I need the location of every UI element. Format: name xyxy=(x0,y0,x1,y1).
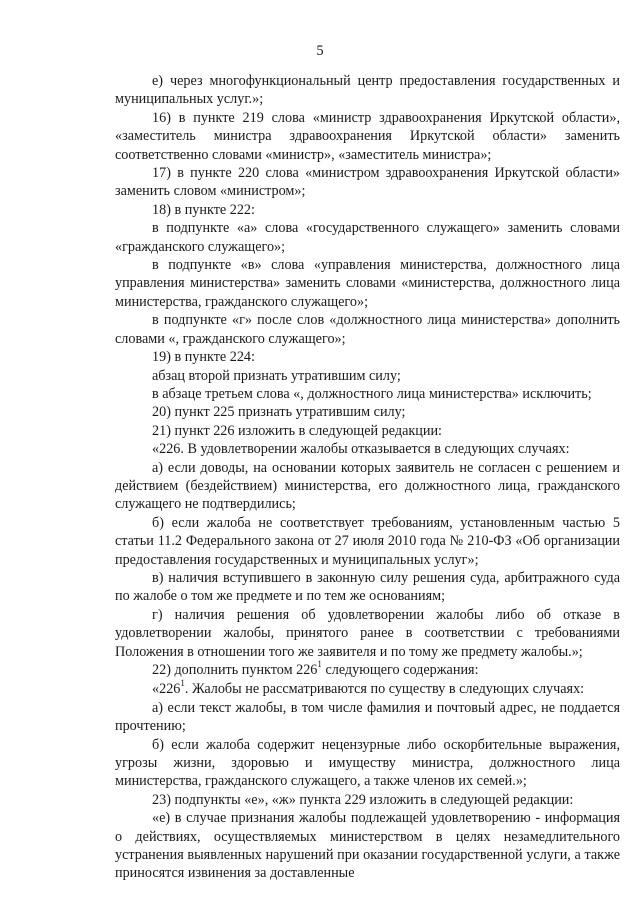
paragraph-item-18-a: в подпункте «а» слова «государственного служащего» заменить словами «гражданского служащего»; xyxy=(115,220,620,255)
paragraph-item-18: 18) в пункте 222: xyxy=(152,201,255,218)
item-22-superscript: 1 xyxy=(317,659,322,670)
paragraph-point-226-g: г) наличия решения об удовлетворении жалобы либо об отказе в удовлетворении жалобы, принятого ранее в соответствии с требованиями Положения в отношении того же заявителя и по тому же предмету жалобы.»; xyxy=(115,606,620,660)
document-body xyxy=(115,72,620,883)
paragraph-point-226-1 xyxy=(115,680,620,699)
paragraph-item-19-abzac-3: в абзаце третьем слова «, должностного лица министерства» исключить; xyxy=(152,385,592,402)
page-number: 5 xyxy=(316,43,324,59)
paragraph-item-17: 17) в пункте 220 слова «министром здравоохранения Иркутской области» заменить словом «министром»; xyxy=(115,165,620,200)
paragraph-point-229-e: «е) в случае признания жалобы подлежащей удовлетворению - информация о действиях, осуществляемых министерством в целях незамедлительного устранения выявленных нарушений при оказании государственной услуги, а также приносятся извинения за доставленные xyxy=(115,810,620,882)
paragraph-item-19-abzac-2: абзац второй признать утратившим силу; xyxy=(152,367,401,384)
paragraph-point-226-b: б) если жалоба не соответствует требованиям, установленным частью 5 статьи 11.2 Федерального закона от 27 июля 2010 года № 210-ФЗ «Об организации предоставления государственных и муниципальных услуг»; xyxy=(115,514,620,568)
item-22-text-before: 22) дополнить пунктом 226 xyxy=(152,662,318,678)
point-226-1-text-after: . Жалобы не рассматриваются по существу в следующих случаях: xyxy=(184,680,585,697)
paragraph-item-21: 21) пункт 226 изложить в следующей редакции: xyxy=(152,422,442,439)
paragraph-point-226-1-b: б) если жалоба содержит нецензурные либо оскорбительные выражения, угрозы жизни, здоровью и имуществу министра, должностного лица министерства, гражданского служащего, а также членов их семей.»; xyxy=(115,736,620,790)
paragraph-item-18-v: в подпункте «в» слова «управления министерства, должностного лица управления министерства» заменить словами «министерства, должностного лица министерства, гражданского служащего»; xyxy=(115,257,620,310)
item-22-text-after: следующего содержания: xyxy=(321,662,479,678)
paragraph-item-18-g: в подпункте «г» после слов «должностного лица министерства» дополнить словами «, гражданского служащего»; xyxy=(115,312,620,347)
point-226-1-text-before: «226 xyxy=(152,680,181,697)
paragraph-point-226: «226. В удовлетворении жалобы отказывается в следующих случаях: xyxy=(152,441,570,458)
point-226-1-superscript: 1 xyxy=(180,678,185,689)
paragraph-item-22 xyxy=(115,661,620,680)
paragraph-item-19: 19) в пункте 224: xyxy=(152,349,255,366)
paragraph-item-23: 23) подпункты «е», «ж» пункта 229 изложить в следующей редакции: xyxy=(152,791,574,808)
paragraph-item-20: 20) пункт 225 признать утратившим силу; xyxy=(152,404,406,421)
paragraph-item-16: 16) в пункте 219 слова «министр здравоохранения Иркутской области», «заместитель министра здравоохранения Иркутской области» заменить соответственно словами «министр», «заместитель министра»; xyxy=(115,109,620,163)
paragraph-point-226-v: в) наличия вступившего в законную силу решения суда, арбитражного суда по жалобе о том же предмете и по тем же основаниям; xyxy=(115,569,620,605)
paragraph-subitem-e-mfc: е) через многофункциональный центр предоставления государственных и муниципальных услуг.»; xyxy=(115,73,620,108)
paragraph-point-226-1-a: а) если текст жалобы, в том числе фамилия и почтовый адрес, не поддается прочтению; xyxy=(115,699,620,735)
paragraph-point-226-a: а) если доводы, на основании которых заявитель не согласен с решением и действием (бездействием) министерства, его должностного лица, гражданского служащего не подтвердились; xyxy=(115,459,620,513)
